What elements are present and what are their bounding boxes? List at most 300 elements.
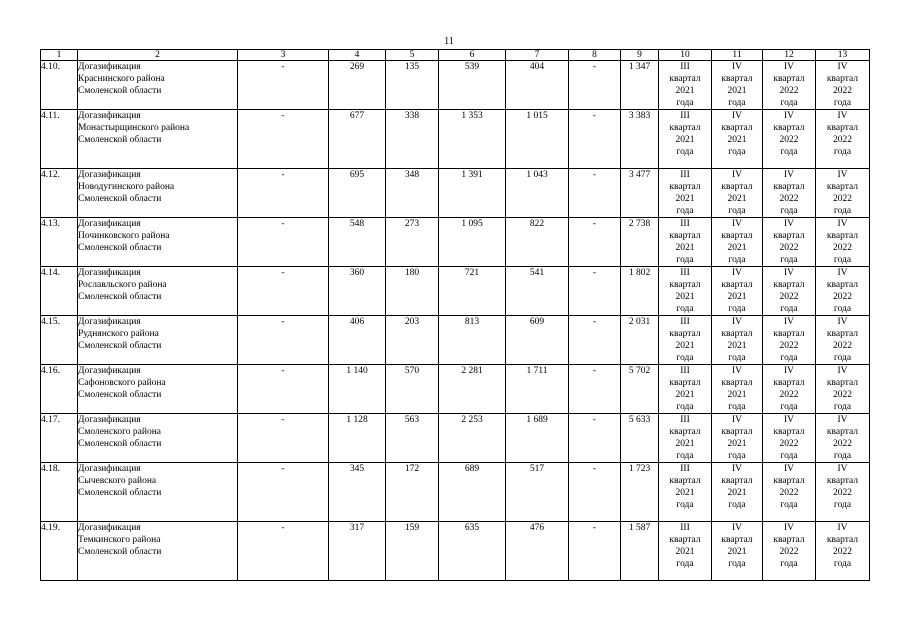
period-line: 2021 [675,341,695,351]
period-line: года [780,353,798,363]
table-row [41,218,870,267]
period-line: квартал [721,231,753,241]
item-name-line: Смоленской области [78,135,162,145]
period-line: IV [731,366,743,376]
period-line: года [780,500,798,510]
period-line: года [676,147,694,157]
value-cell-c3: - [238,267,329,316]
period-line: 2021 [675,390,695,400]
value-cell-c6: 1 391 [439,169,506,218]
value-cell-c7: 404 [506,61,569,110]
program-table [40,49,870,581]
period-line: IV [837,268,848,278]
period-line: года [728,98,746,108]
item-number: 4.16. [41,365,78,414]
period-line: года [728,304,746,314]
period-line: 2021 [727,439,747,449]
header-cell: 2 [78,50,238,61]
period-line: года [728,206,746,216]
period-line: квартал [669,427,701,437]
period-line: года [780,98,798,108]
period-cell-p11 [712,522,763,581]
period-line: года [833,98,852,108]
value-cell-c6: 1 095 [439,218,506,267]
period-line: IV [731,219,743,229]
value-cell-c5: 338 [386,110,439,169]
period-line: 2022 [833,547,852,557]
period-cell-p12 [763,110,816,169]
period-line: III [680,366,690,376]
table-row [41,110,870,169]
value-cell-c3: - [238,463,329,522]
value-cell-c8: - [569,365,621,414]
period-line: года [833,255,852,265]
period-line: 2022 [833,390,852,400]
period-cell-p13 [816,463,870,522]
period-cell-p12 [763,169,816,218]
item-number: 4.15. [41,316,78,365]
period-cell-p10 [659,522,712,581]
value-cell-c8: - [569,110,621,169]
period-cell-p10 [659,463,712,522]
period-line: 2021 [675,86,695,96]
period-line: квартал [773,329,805,339]
period-cell-p11 [712,218,763,267]
period-line: 2021 [675,439,695,449]
value-cell-c6: 813 [439,316,506,365]
header-cell: 6 [439,50,506,61]
period-line: III [680,62,690,72]
item-name-line: Смоленской области [78,488,162,498]
period-cell-p11 [712,61,763,110]
item-number: 4.12. [41,169,78,218]
item-name-line: Догазификация [78,415,141,425]
period-line: года [728,255,746,265]
value-cell-c8: - [569,414,621,463]
period-cell-p12 [763,267,816,316]
period-line: 2022 [833,488,852,498]
period-cell-p12 [763,218,816,267]
value-cell-c6: 689 [439,463,506,522]
period-cell-p10 [659,61,712,110]
period-cell-p12 [763,61,816,110]
period-line: года [833,147,852,157]
period-line: квартал [669,74,701,84]
item-name-line: Сафоновского района [78,378,166,388]
period-line: IV [783,317,795,327]
item-number: 4.19. [41,522,78,581]
period-line: IV [837,317,848,327]
period-line: 2021 [675,488,695,498]
header-cell: 10 [659,50,712,61]
period-line: IV [783,268,795,278]
table-row [41,61,870,110]
item-name-line: Рославльского района [78,280,167,290]
period-cell-p12 [763,316,816,365]
item-name-line: Смоленской области [78,341,162,351]
period-line: года [780,147,798,157]
item-number: 4.11. [41,110,78,169]
period-cell-p10 [659,365,712,414]
period-line: 2021 [675,547,695,557]
item-name [78,218,238,267]
value-cell-c5: 273 [386,218,439,267]
value-cell-c4: 360 [329,267,386,316]
period-line: года [780,206,798,216]
period-line: года [780,255,798,265]
period-line: IV [783,111,795,121]
period-cell-p10 [659,110,712,169]
period-cell-p10 [659,316,712,365]
period-line: III [680,415,690,425]
period-line: IV [783,366,795,376]
period-line: IV [837,62,848,72]
period-line: IV [837,111,848,121]
value-cell-c9: 1 347 [621,61,659,110]
value-cell-c6: 721 [439,267,506,316]
header-cell: 4 [329,50,386,61]
value-cell-c4: 1 140 [329,365,386,414]
value-cell-c3: - [238,522,329,581]
item-name [78,110,238,169]
value-cell-c3: - [238,316,329,365]
period-line: квартал [826,535,859,545]
period-line: квартал [721,427,753,437]
value-cell-c5: 159 [386,522,439,581]
header-cell: 3 [238,50,329,61]
value-cell-c6: 635 [439,522,506,581]
period-line: года [780,402,798,412]
period-line: квартал [669,535,701,545]
period-line: IV [837,219,848,229]
period-line: года [833,206,852,216]
item-name-line: Догазификация [78,317,141,327]
value-cell-c7: 1 711 [506,365,569,414]
period-line: года [728,353,746,363]
item-name-line: Смоленской области [78,194,162,204]
value-cell-c4: 548 [329,218,386,267]
period-cell-p11 [712,169,763,218]
period-line: IV [783,523,795,533]
item-number: 4.14. [41,267,78,316]
period-line: IV [783,219,795,229]
value-cell-c9: 5 633 [621,414,659,463]
period-line: 2022 [833,292,852,302]
item-name-line: Догазификация [78,268,141,278]
period-cell-p13 [816,61,870,110]
value-cell-c7: 541 [506,267,569,316]
item-name [78,267,238,316]
period-line: 2022 [779,547,799,557]
period-cell-p11 [712,365,763,414]
item-name-line: Догазификация [78,219,141,229]
period-line: 2022 [779,390,799,400]
item-name [78,61,238,110]
period-cell-p11 [712,110,763,169]
period-line: квартал [826,476,859,486]
period-cell-p10 [659,169,712,218]
period-line: IV [783,62,795,72]
period-line: года [676,255,694,265]
period-line: квартал [669,329,701,339]
period-line: IV [837,464,848,474]
value-cell-c3: - [238,61,329,110]
period-line: 2022 [833,194,852,204]
period-cell-p10 [659,414,712,463]
value-cell-c3: - [238,365,329,414]
period-cell-p12 [763,365,816,414]
header-cell: 8 [569,50,621,61]
period-line: 2022 [779,292,799,302]
period-cell-p10 [659,267,712,316]
item-number: 4.10. [41,61,78,110]
period-line: года [728,147,746,157]
value-cell-c9: 3 477 [621,169,659,218]
period-line: IV [837,415,848,425]
value-cell-c9: 1 802 [621,267,659,316]
period-line: года [676,559,694,569]
period-line: квартал [826,74,859,84]
period-line: квартал [773,182,805,192]
period-line: года [780,451,798,461]
period-line: 2021 [727,341,747,351]
period-line: года [728,451,746,461]
period-line: IV [783,464,795,474]
item-name-line: Краснинского района [78,74,165,84]
value-cell-c9: 1 587 [621,522,659,581]
period-line: 2022 [779,135,799,145]
value-cell-c7: 517 [506,463,569,522]
period-line: квартал [721,74,753,84]
item-name-line: Смоленской области [78,390,162,400]
period-cell-p13 [816,218,870,267]
period-line: 2021 [727,135,747,145]
value-cell-c3: - [238,414,329,463]
item-name-line: Смоленской области [78,439,162,449]
period-line: квартал [773,476,805,486]
period-line: квартал [826,280,859,290]
period-line: квартал [826,378,859,388]
period-line: IV [731,415,743,425]
item-name-line: Починковского района [78,231,170,241]
item-name-line: Смоленского района [78,427,161,437]
item-number: 4.18. [41,463,78,522]
value-cell-c5: 180 [386,267,439,316]
period-cell-p11 [712,463,763,522]
value-cell-c9: 3 383 [621,110,659,169]
period-line: 2022 [779,439,799,449]
period-cell-p13 [816,522,870,581]
period-line: квартал [826,123,859,133]
period-line: квартал [773,123,805,133]
item-name [78,463,238,522]
value-cell-c7: 822 [506,218,569,267]
header-cell: 9 [621,50,659,61]
value-cell-c9: 2 738 [621,218,659,267]
value-cell-c4: 345 [329,463,386,522]
value-cell-c8: - [569,169,621,218]
item-name-line: Смоленской области [78,243,162,253]
period-line: квартал [773,378,805,388]
value-cell-c5: 135 [386,61,439,110]
header-cell: 5 [386,50,439,61]
value-cell-c5: 203 [386,316,439,365]
header-cell: 11 [712,50,763,61]
period-line: 2022 [779,488,799,498]
period-line: IV [731,523,743,533]
period-line: 2022 [833,341,852,351]
value-cell-c6: 2 253 [439,414,506,463]
period-line: IV [731,170,743,180]
period-line: 2021 [727,86,747,96]
period-line: IV [731,62,743,72]
item-name-line: Руднянского района [78,329,159,339]
period-line: квартал [669,182,701,192]
item-number: 4.13. [41,218,78,267]
item-name [78,414,238,463]
value-cell-c6: 1 353 [439,110,506,169]
table-row [41,365,870,414]
period-line: 2021 [727,488,747,498]
value-cell-c6: 2 281 [439,365,506,414]
period-line: IV [731,111,743,121]
period-cell-p12 [763,414,816,463]
column-number-header [41,50,870,61]
period-line: года [833,559,852,569]
item-name-line: Смоленской области [78,547,162,557]
header-cell: 12 [763,50,816,61]
period-line: года [676,353,694,363]
table-row [41,316,870,365]
item-name-line: Догазификация [78,366,141,376]
period-cell-p10 [659,218,712,267]
item-name-line: Догазификация [78,170,141,180]
period-cell-p13 [816,267,870,316]
value-cell-c5: 348 [386,169,439,218]
period-cell-p13 [816,414,870,463]
period-line: квартал [721,535,753,545]
value-cell-c8: - [569,463,621,522]
item-name-line: Монастырщинского района [78,123,190,133]
period-line: 2022 [833,243,852,253]
value-cell-c4: 317 [329,522,386,581]
item-name [78,365,238,414]
period-line: квартал [773,280,805,290]
period-line: года [676,98,694,108]
period-line: 2021 [675,243,695,253]
period-cell-p13 [816,169,870,218]
value-cell-c3: - [238,218,329,267]
period-line: квартал [826,182,859,192]
header-cell: 13 [816,50,870,61]
value-cell-c5: 570 [386,365,439,414]
period-line: III [680,268,690,278]
period-cell-p11 [712,267,763,316]
period-line: 2021 [675,292,695,302]
period-line: IV [731,464,743,474]
value-cell-c8: - [569,267,621,316]
header-cell: 7 [506,50,569,61]
period-line: квартал [826,231,859,241]
table-row [41,414,870,463]
period-line: 2022 [779,341,799,351]
period-line: года [780,559,798,569]
value-cell-c8: - [569,218,621,267]
value-cell-c9: 1 723 [621,463,659,522]
period-line: IV [731,268,743,278]
period-line: 2021 [727,243,747,253]
value-cell-c5: 172 [386,463,439,522]
value-cell-c7: 1 015 [506,110,569,169]
value-cell-c7: 609 [506,316,569,365]
item-name [78,522,238,581]
period-line: квартал [826,329,859,339]
period-line: IV [837,523,848,533]
period-line: квартал [669,378,701,388]
period-line: IV [837,366,848,376]
item-name-line: Смоленской области [78,292,162,302]
period-line: года [833,451,852,461]
value-cell-c4: 695 [329,169,386,218]
period-line: 2022 [779,243,799,253]
period-line: квартал [773,535,805,545]
value-cell-c8: - [569,522,621,581]
period-line: квартал [721,182,753,192]
period-line: года [833,304,852,314]
period-line: квартал [773,231,805,241]
period-line: 2021 [727,292,747,302]
period-line: квартал [669,476,701,486]
table-row [41,169,870,218]
item-name-line: Догазификация [78,111,141,121]
period-line: квартал [669,123,701,133]
value-cell-c5: 563 [386,414,439,463]
value-cell-c7: 476 [506,522,569,581]
table-row [41,522,870,581]
period-line: квартал [721,123,753,133]
item-name-line: Смоленской области [78,86,162,96]
value-cell-c6: 539 [439,61,506,110]
item-name-line: Догазификация [78,62,141,72]
period-line: квартал [773,74,805,84]
value-cell-c8: - [569,61,621,110]
value-cell-c7: 1 043 [506,169,569,218]
period-cell-p11 [712,316,763,365]
period-line: года [780,304,798,314]
period-line: 2021 [727,547,747,557]
item-name-line: Темкинского района [78,535,161,545]
value-cell-c7: 1 689 [506,414,569,463]
item-name-line: Догазификация [78,523,141,533]
item-name [78,316,238,365]
period-line: года [728,402,746,412]
table-row [41,463,870,522]
table-row [41,267,870,316]
item-name-line: Новодугинского района [78,182,175,192]
period-line: III [680,219,690,229]
period-line: III [680,317,690,327]
period-line: квартал [721,329,753,339]
value-cell-c4: 269 [329,61,386,110]
value-cell-c9: 2 031 [621,316,659,365]
value-cell-c9: 5 702 [621,365,659,414]
value-cell-c3: - [238,169,329,218]
period-line: 2021 [727,194,747,204]
period-line: квартал [669,231,701,241]
period-line: года [676,206,694,216]
period-line: III [680,111,690,121]
period-line: квартал [669,280,701,290]
